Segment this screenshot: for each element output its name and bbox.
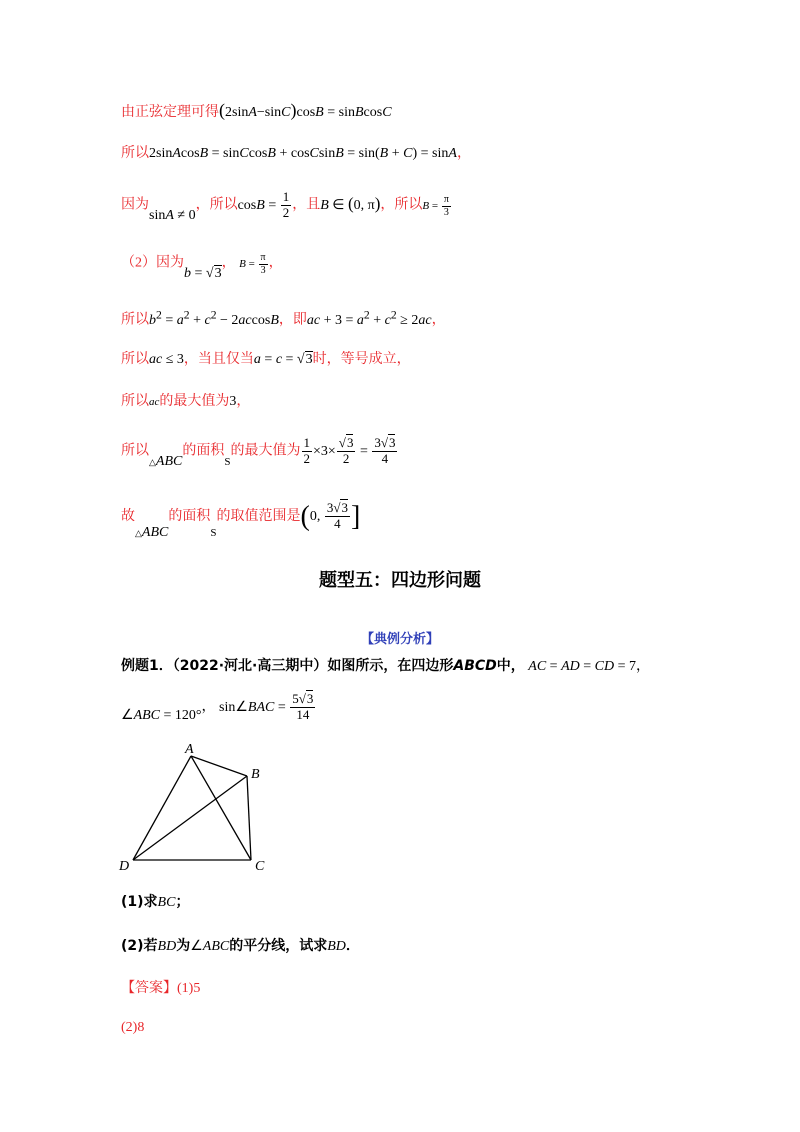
formula: BD (157, 939, 177, 954)
text: 所以 (121, 443, 149, 459)
formula: (2sinA−sinC)cosB = sinBcosC (219, 100, 392, 120)
text: 的取值范围是 (216, 509, 301, 525)
text: 故 (121, 509, 135, 525)
formula: ac ≤ 3 (149, 352, 184, 367)
formula: ∠ABC = 120° (121, 707, 202, 723)
text: (2)若 (121, 938, 158, 954)
formula: ac (149, 396, 160, 408)
text: （2）因为 (121, 255, 184, 271)
example-source: （2022·河北·高三期中）如图所示，在四边形 (172, 658, 454, 674)
section-subtitle: 【典例分析】 (360, 632, 439, 647)
text: 的面积 (168, 509, 211, 525)
text: ，所以 (195, 197, 238, 213)
example-line-1: 例题1．（2022·河北·高三期中）如图所示，在四边形ABCD中， AC = AD = CD = 7， (121, 658, 650, 674)
formula: BC (157, 895, 176, 910)
segment-AB (191, 756, 247, 776)
text: 所以 (121, 146, 149, 161)
text: (1)求 (121, 894, 158, 910)
segment-AC (191, 756, 251, 860)
formula: sin∠BAC = $\frac{5√3}{14}$ (219, 691, 314, 722)
text: ，即 (278, 312, 307, 328)
formula: ac + $3 = a^2 + c^2 \ge 2ac$ (306, 308, 432, 328)
formula: 2sinAcosB = sinCcosB + cosCsinB = sin(B + C) = sinA (149, 146, 457, 161)
answer-1: (1)5 (177, 981, 201, 996)
text: 由正弦定理可得 (121, 105, 219, 120)
segment-AD (133, 756, 191, 860)
text: 的最大值为 (159, 394, 230, 409)
text: 所以 (121, 394, 149, 409)
example-label: 例题1． (121, 658, 173, 674)
text: 的最大值为 (230, 443, 301, 459)
text: ，且 (292, 197, 321, 213)
label-C: C (255, 859, 265, 874)
solution-line-5: 所以$b^2 = a^2 + c^2 - 2accosB$，即ac + $3 = a^2 + c^2 \ge 2ac$， (121, 308, 446, 328)
formula: ∠ABC (190, 939, 230, 954)
figure-lines (133, 756, 251, 860)
answer-label: 【答案】 (121, 980, 177, 996)
answer-line-1 (121, 980, 200, 998)
formula: 3 (229, 394, 237, 409)
formula: AC = AD = CD = 7 (528, 659, 636, 674)
text: 中， (496, 658, 525, 674)
formula: b = √3 (184, 265, 222, 281)
formula: (0, $\frac{3√3}{4}$ ] (300, 500, 361, 532)
formula: △ABC (135, 525, 169, 541)
answer-2: (2)8 (121, 1020, 145, 1035)
quad-name: ABCD (453, 658, 497, 674)
solution-line-6 (121, 352, 411, 369)
solution-line-1 (121, 100, 392, 122)
label-D: D (119, 859, 130, 874)
segment-DB (133, 776, 247, 860)
quadrilateral-figure (115, 740, 295, 875)
text: 所以 (121, 312, 149, 328)
solution-line-4: （2）因为b = √3， B = $\frac{\pi}{3}$ ， (121, 252, 283, 281)
text: 因为 (121, 197, 149, 213)
text: 的平分线，试求 (229, 938, 328, 954)
solution-line-3 (121, 190, 452, 221)
formula: $b^2 = a^2 + c^2 - 2accosB$ (149, 308, 279, 328)
section-title: 题型五：四边形问题 (319, 570, 481, 591)
formula: sinA ≠ 0 (149, 207, 196, 223)
formula: B ∈ (0, π) (320, 193, 381, 213)
solution-line-7: 所以ac的最大值为3， (121, 394, 251, 409)
formula: BD (327, 939, 346, 954)
question-1: (1)求BC； (121, 894, 190, 910)
text: ，所以 (380, 197, 423, 213)
text: 的面积 (182, 443, 225, 459)
text: 为 (176, 938, 191, 954)
text: ，当且仅当 (183, 352, 254, 367)
solution-line-2: 所以2sinAcosB = sinCcosB + cosCsinB = sin(B + C) = sinA， (121, 146, 471, 161)
answer-line-2 (121, 1020, 144, 1037)
formula: S (224, 455, 231, 468)
label-A: A (185, 742, 194, 757)
formula: a = c = √3 (253, 352, 313, 367)
formula: cosB = $\frac{1}{2}$ (237, 189, 290, 220)
formula: S (210, 527, 217, 540)
example-line-2: ∠ABC = 120°， sin∠BAC = $\frac{5√3}{14}$ (121, 692, 316, 723)
formula: B = $\frac{\pi}{3}$ (239, 252, 266, 276)
text: 所以 (121, 352, 149, 367)
segment-CB (247, 776, 251, 860)
text: 时，等号成立， (312, 352, 411, 367)
formula: $\frac{1}{2}$ ×3× $\frac{√3}{2}$ = $\frac{3√3}{4}$ (303, 435, 396, 466)
solution-line-9 (121, 500, 361, 541)
question-2: (2)若BD为∠ABC的平分线，试求BD． (121, 938, 360, 954)
formula: B = $\frac{\pi}{3}$ (422, 194, 449, 218)
label-B: B (251, 767, 260, 782)
solution-line-8 (121, 436, 398, 467)
formula: △ABC (149, 453, 183, 469)
